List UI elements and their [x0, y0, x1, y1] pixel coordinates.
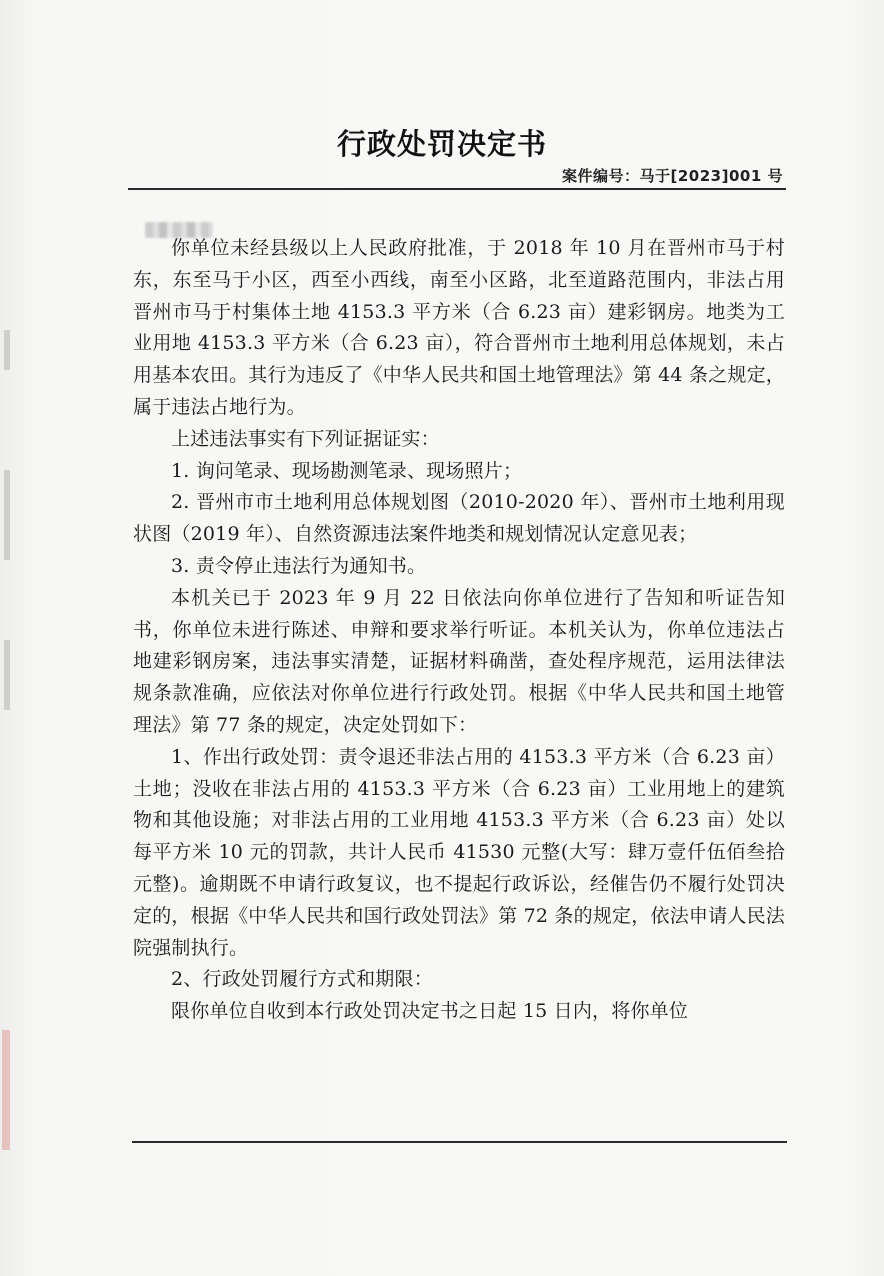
document-body [133, 233, 785, 1028]
document-title: 行政处罚决定书 [336, 127, 547, 161]
header-divider [128, 188, 786, 190]
evidence-item-1: 1. 询问笔录、现场勘测笔录、现场照片； [171, 459, 523, 482]
scan-edge-mark [4, 640, 10, 710]
evidence-item-2: 2. 晋州市市土地利用总体规划图（2010-2020 年）、晋州市土地利用现状图（2019 年）、自然资源违法案件地类和规划情况认定意见表； [133, 491, 785, 546]
scan-edge-mark [4, 330, 10, 370]
seal-edge-mark [2, 1030, 10, 1150]
paragraph-hearing-and-decision: 本机关已于 2023 年 9 月 22 日依法向你单位进行了告知和听证告知书，你单位未进行陈述、申辩和要求举行听证。本机关认为，你单位违法占地建彩钢房案，违法事实清楚，证据材料确凿，查处程序规范，运用法律法规条款准确，应依法对你单位进行行政处罚。根据《中华人民共和国土地管理法》第 77 条的规定，决定处罚如下： [133, 586, 785, 736]
scan-edge-mark [4, 470, 10, 560]
paragraph-deadline: 限你单位自收到本行政处罚决定书之日起 15 日内，将你单位 [171, 1000, 689, 1023]
evidence-item-3: 3. 责令停止违法行为通知书。 [171, 554, 427, 577]
footer-divider [132, 1141, 787, 1143]
penalty-item-1: 1、作出行政处罚：责令退还非法占用的 4153.3 平方米（合 6.23 亩）土地；没收在非法占用的 4153.3 平方米（合 6.23 亩）工业用地上的建筑物和其他设施；对非法占用的工业用地 4153.3 平方米（合 6.23 亩）处以每平方米 10 元的罚款，共计人民币 41530 元整(大写：肆万壹仟伍佰叁拾元整)。逾期既不申请行政复议，也不提起行政诉讼，经催告仍不履行处罚决定的，根据《中华人民共和国行政处罚法》第 72 条的规定，依法申请人民法院强制执行。 [133, 745, 785, 959]
paragraph-evidence-intro: 上述违法事实有下列证据证实： [171, 427, 440, 450]
case-number: 案件编号：马于[2023]001 号 [562, 167, 783, 185]
penalty-item-2: 2、行政处罚履行方式和期限： [171, 968, 433, 991]
paragraph-facts: 你单位未经县级以上人民政府批准，于 2018 年 10 月在晋州市马于村东，东至马于小区，西至小西线，南至小区路，北至道路范围内，非法占用晋州市马于村集体土地 4153.3 平方米（合 6.23 亩）建彩钢房。地类为工业用地 4153.3 平方米（合 6.23 亩），符合晋州市土地利用总体规划，未占用基本农田。其行为违反了《中华人民共和国土地管理法》第 44 条之规定，属于违法占地行为。 [133, 237, 785, 418]
